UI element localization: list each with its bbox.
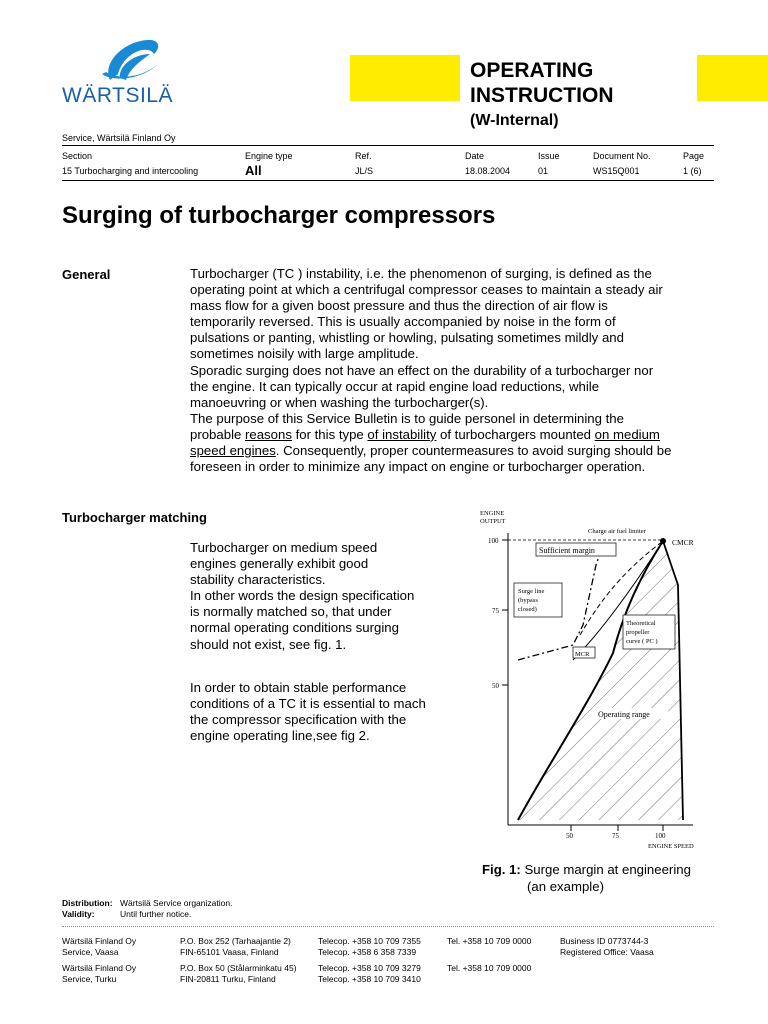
distribution-value: Wärtsilä Service organization. bbox=[120, 898, 233, 908]
text-line: sometimes noisily with large amplitude. bbox=[190, 346, 419, 362]
section-label-general: General bbox=[62, 267, 111, 282]
address-line-2: FIN-20811 Turku, Finland bbox=[180, 974, 276, 984]
value-document-no: WS15Q001 bbox=[593, 166, 640, 176]
y-tick-75: 75 bbox=[492, 607, 499, 615]
yellow-bar-right bbox=[697, 55, 768, 101]
footer-fax bbox=[318, 963, 421, 985]
distribution-block bbox=[62, 898, 232, 920]
text-line: Turbocharger (TC ) instability, i.e. the phenomenon of surging, is defined as the bbox=[190, 266, 652, 281]
cmcr-point bbox=[660, 538, 666, 544]
underlined-medium: on medium bbox=[594, 426, 660, 442]
label-page: Page bbox=[683, 151, 705, 161]
label-date: Date bbox=[465, 151, 485, 161]
yellow-bar-left bbox=[350, 55, 460, 101]
operating-range-label: Operating range bbox=[598, 710, 650, 719]
page-title: Surging of turbocharger compressors bbox=[62, 202, 496, 229]
tel-line: Tel. +358 10 709 0000 bbox=[447, 936, 532, 946]
text-line: engines generally exhibit good bbox=[190, 556, 369, 572]
caption-line-1 bbox=[482, 861, 691, 878]
value-ref: JL/S bbox=[355, 166, 374, 176]
text-line: Turbocharger on medium speed bbox=[190, 540, 378, 555]
footer-company bbox=[62, 936, 136, 958]
text-line: pulsations or panting, whistling or howling, pulsating sometimes mildly and bbox=[190, 330, 624, 346]
validity-label: Validity: bbox=[62, 909, 95, 919]
registered-office: Registered Office: Vaasa bbox=[560, 947, 654, 957]
surge-margin-diagram bbox=[478, 505, 718, 853]
x-tick-50: 50 bbox=[566, 832, 573, 840]
surge-line-label-2: (bypass bbox=[518, 597, 538, 604]
unit-name: Service, Vaasa bbox=[62, 947, 119, 957]
charge-air-label: Charge air fuel limiter bbox=[588, 528, 646, 535]
label-issue: Issue bbox=[538, 151, 560, 161]
text-line bbox=[190, 427, 730, 443]
unit-name: Service, Turku bbox=[62, 974, 117, 984]
footer-tel bbox=[447, 963, 531, 974]
brand-name: WÄRTSILÄ bbox=[62, 84, 173, 107]
address-line-1: P.O. Box 50 (Stålarminkatu 45) bbox=[180, 963, 297, 973]
underlined-reasons: reasons bbox=[245, 426, 292, 442]
x-axis-label: ENGINE SPEED bbox=[648, 843, 694, 850]
footer-address bbox=[180, 936, 291, 958]
doc-type bbox=[470, 58, 614, 108]
company-name: Wärtsilä Finland Oy bbox=[62, 963, 137, 973]
value-section: 15 Turbocharging and intercooling bbox=[62, 166, 199, 176]
company-name: Wärtsilä Finland Oy bbox=[62, 936, 137, 946]
cmcr-label: CMCR bbox=[672, 538, 694, 547]
doc-scope: (W-Internal) bbox=[470, 112, 559, 129]
text-line: is normally matched so, that under bbox=[190, 604, 392, 620]
footer-company bbox=[62, 963, 136, 985]
matching-text-2 bbox=[190, 680, 460, 744]
mcr-label: MCR bbox=[575, 651, 590, 658]
footer-address bbox=[180, 963, 297, 985]
value-issue: 01 bbox=[538, 166, 549, 176]
wartsila-logo-icon bbox=[62, 34, 182, 84]
text-line: operating point at which a centrifugal compressor ceases to maintain a steady air bbox=[190, 282, 663, 298]
figure-caption bbox=[482, 861, 691, 895]
text-span: for this type bbox=[291, 426, 368, 442]
fax-line-1: Telecop. +358 10 709 7355 bbox=[318, 936, 421, 946]
header-divider-top bbox=[62, 145, 714, 146]
surge-line-label-1: Surge line bbox=[518, 588, 545, 595]
validity-row bbox=[62, 909, 232, 920]
y-axis-label-1: ENGINE bbox=[480, 510, 505, 517]
x-tick-75: 75 bbox=[612, 832, 619, 840]
fax-line-1: Telecop. +358 10 709 3279 bbox=[318, 963, 421, 973]
text-line: normal operating conditions surging bbox=[190, 620, 399, 636]
text-line: the engine. It can typically occur at rapid engine load reductions, while bbox=[190, 378, 600, 394]
value-engine-type: All bbox=[245, 163, 262, 178]
validity-value: Until further notice. bbox=[120, 909, 192, 919]
doc-type-line2: INSTRUCTION bbox=[470, 84, 614, 107]
label-section: Section bbox=[62, 151, 93, 161]
header-divider-bottom bbox=[62, 180, 714, 181]
text-line: manoeuvring or when washing the turbocharger(s). bbox=[190, 394, 489, 410]
surge-line-label-3: closed) bbox=[518, 606, 537, 613]
address-line-1: P.O. Box 252 (Tarhaajantie 2) bbox=[180, 936, 291, 946]
label-ref: Ref. bbox=[355, 151, 372, 161]
footer-tel bbox=[447, 936, 531, 947]
caption-line-2: (an example) bbox=[527, 879, 604, 894]
y-axis-label-2: OUTPUT bbox=[480, 518, 506, 525]
theoretical-label-1: Theoretical bbox=[626, 620, 656, 627]
text-line: the compressor specification with the bbox=[190, 712, 407, 728]
section-label-matching: Turbocharger matching bbox=[62, 510, 207, 525]
text-line: conditions of a TC it is essential to mach bbox=[190, 696, 426, 712]
fax-line-2: Telecop. +358 10 709 3410 bbox=[318, 974, 421, 984]
value-date: 18.08.2004 bbox=[465, 166, 511, 176]
doc-type-line1: OPERATING bbox=[470, 59, 594, 82]
y-tick-100: 100 bbox=[488, 537, 499, 545]
text-line: stability characteristics. bbox=[190, 572, 326, 588]
x-tick-100: 100 bbox=[655, 832, 666, 840]
general-text bbox=[190, 266, 730, 475]
footer-registration bbox=[560, 936, 654, 958]
text-line: temporarily reversed. This is usually accompanied by noise in the form of bbox=[190, 314, 616, 330]
caption-label: Fig. 1: bbox=[482, 862, 521, 877]
distribution-label: Distribution: bbox=[62, 898, 113, 908]
tel-line: Tel. +358 10 709 0000 bbox=[447, 963, 532, 973]
text-span: . Consequently, proper countermeasures to avoid surging should be bbox=[275, 443, 672, 459]
fax-line-2: Telecop. +358 6 358 7339 bbox=[318, 947, 417, 957]
matching-text-1 bbox=[190, 540, 460, 653]
distribution-row bbox=[62, 898, 232, 909]
text-span: probable bbox=[190, 426, 245, 442]
text-span: of turbochargers mounted bbox=[436, 426, 595, 442]
footer-fax bbox=[318, 936, 421, 958]
theoretical-label-3: curve ( PC ) bbox=[626, 638, 658, 645]
label-engine-type: Engine type bbox=[245, 151, 293, 161]
caption-text: Surge margin at engineering bbox=[520, 862, 691, 877]
underlined-speed-engines: speed engines bbox=[190, 443, 276, 459]
text-line: should not exist, see fig. 1. bbox=[190, 636, 347, 652]
text-line: foreseen in order to minimize any impact on engine or turbocharger operation. bbox=[190, 459, 646, 475]
text-line: mass flow for a given boost pressure and thus the direction of air flow is bbox=[190, 298, 608, 314]
surge-margin-figure bbox=[478, 505, 718, 853]
y-tick-50: 50 bbox=[492, 682, 499, 690]
underlined-instability: of instability bbox=[367, 426, 437, 442]
text-line: Sporadic surging does not have an effect on the durability of a turbocharger nor bbox=[190, 362, 654, 378]
theoretical-label-2: propeller bbox=[626, 629, 650, 636]
service-line: Service, Wärtsilä Finland Oy bbox=[62, 133, 176, 143]
text-line: The purpose of this Service Bulletin is to guide personel in determining the bbox=[190, 410, 624, 426]
footer-divider bbox=[62, 926, 714, 927]
value-page: 1 (6) bbox=[683, 166, 702, 176]
text-line: In other words the design specification bbox=[190, 588, 415, 604]
sufficient-margin-label: Sufficient margin bbox=[539, 546, 595, 555]
text-line bbox=[190, 443, 730, 459]
text-line: In order to obtain stable performance bbox=[190, 680, 407, 695]
address-line-2: FIN-65101 Vaasa, Finland bbox=[180, 947, 279, 957]
business-id: Business ID 0773744-3 bbox=[560, 936, 649, 946]
text-line: engine operating line,see fig 2. bbox=[190, 728, 370, 744]
label-document-no: Document No. bbox=[593, 151, 651, 161]
